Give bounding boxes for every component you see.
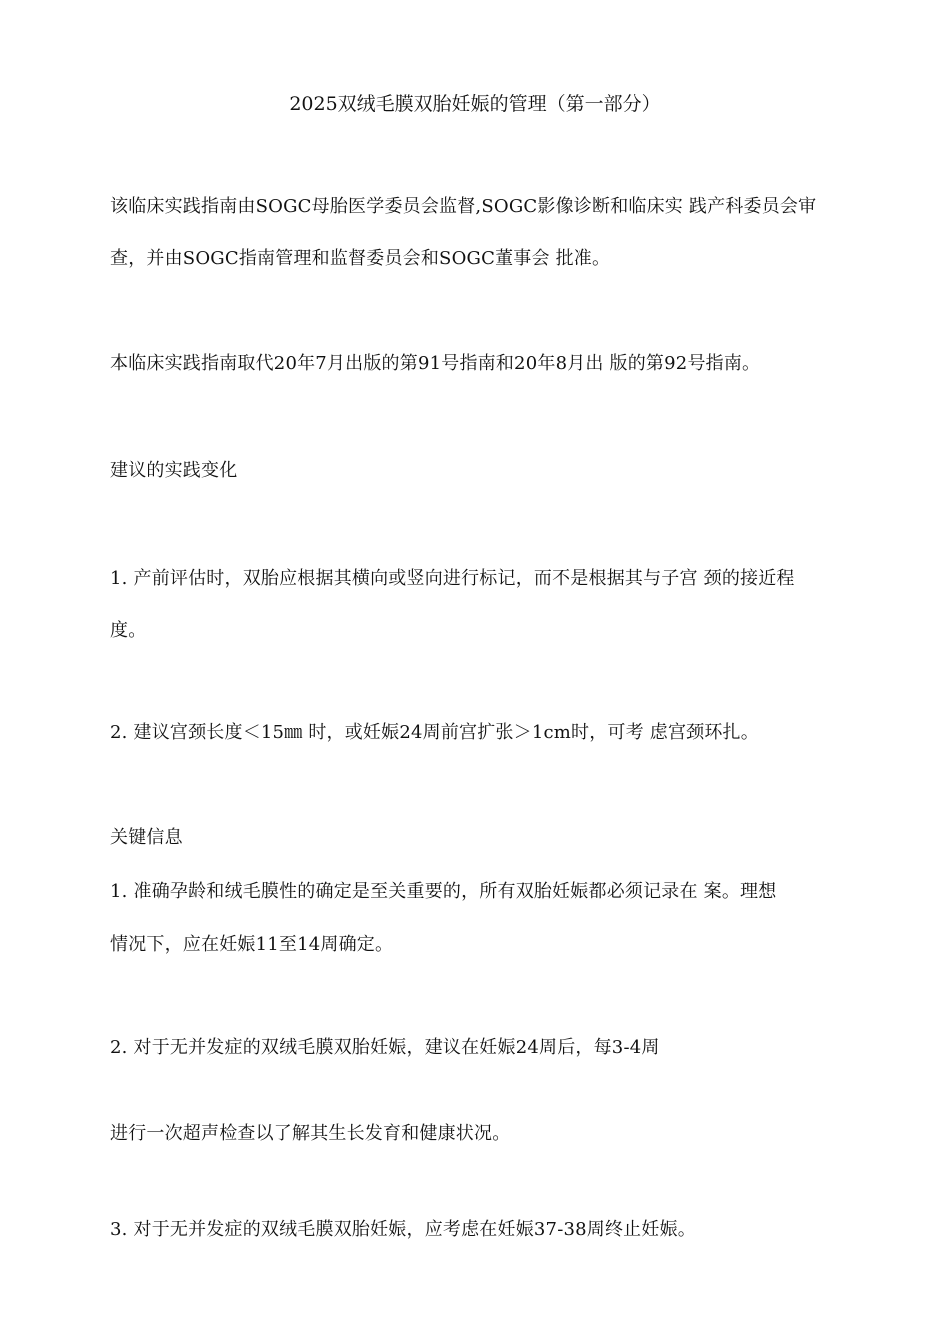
paragraph-line: 查，并由SOGC指南管理和监督委员会和SOGC董事会 批准。	[110, 248, 611, 269]
list-item-line: 2. 对于无并发症的双绒毛膜双胎妊娠，建议在妊娠24周后，每3-4周	[110, 1037, 660, 1058]
list-item-line: 1. 产前评估时，双胎应根据其横向或竖向进行标记，而不是根据其与子宫 颈的接近程	[110, 568, 795, 589]
list-item-line: 3. 对于无并发症的双绒毛膜双胎妊娠，应考虑在妊娠37-38周终止妊娠。	[110, 1219, 696, 1240]
list-item-line: 进行一次超声检查以了解其生长发育和健康状况。	[110, 1123, 511, 1144]
paragraph-line: 本临床实践指南取代20年7月出版的第91号指南和20年8月出 版的第92号指南。	[110, 353, 761, 374]
list-item-line: 1. 准确孕龄和绒毛膜性的确定是至关重要的，所有双胎妊娠都必须记录在 案。理想	[110, 881, 777, 902]
list-item-line: 2. 建议宫颈长度＜15㎜ 时，或妊娠24周前宫扩张＞1cm时，可考 虑宫颈环扎。	[110, 722, 759, 743]
document-title: 2025双绒毛膜双胎妊娠的管理（第一部分）	[289, 93, 661, 115]
list-item-line: 情况下，应在妊娠11至14周确定。	[110, 934, 394, 955]
section-heading: 建议的实践变化	[110, 460, 238, 481]
list-item-line: 度。	[110, 620, 147, 641]
section-heading: 关键信息	[110, 827, 183, 848]
paragraph-line: 该临床实践指南由SOGC母胎医学委员会监督,SOGC影像诊断和临床实 践产科委员会审	[110, 196, 817, 217]
